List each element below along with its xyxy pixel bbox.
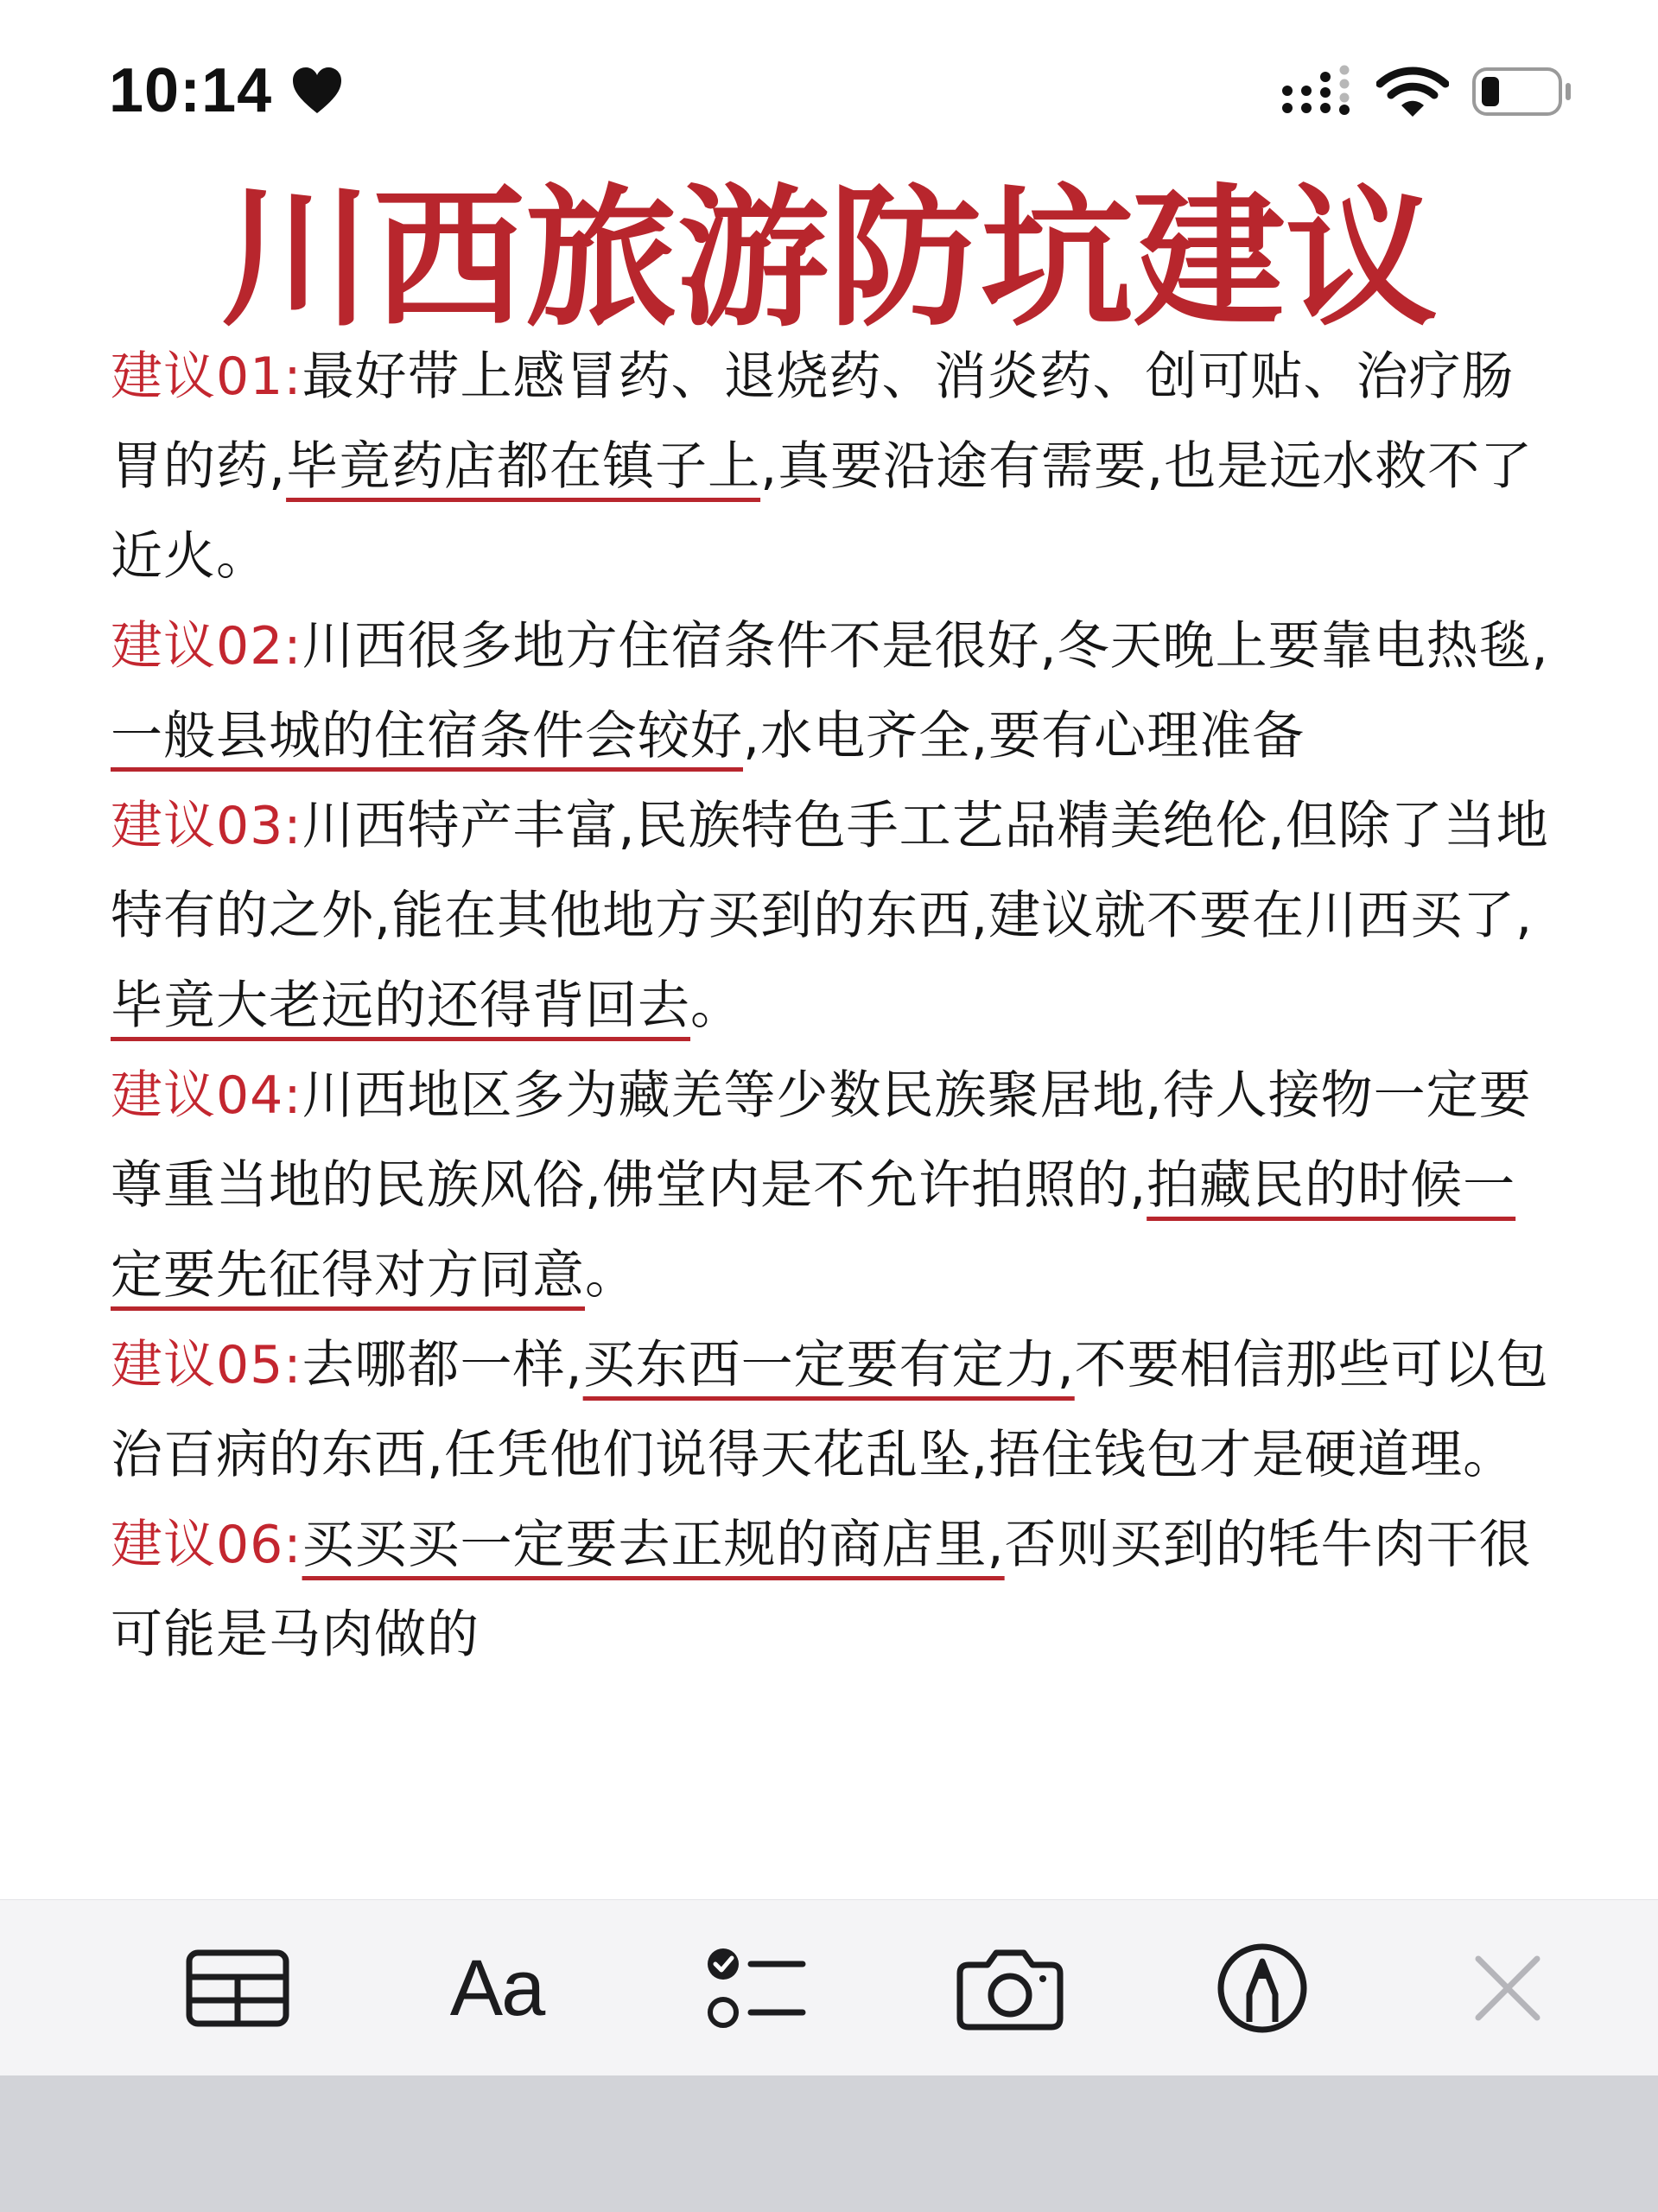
note-toolbar (0, 1899, 1658, 2076)
checklist-icon (706, 1943, 806, 2033)
body-text: ,水电齐全,要有心理准备 (743, 706, 1305, 766)
camera-button[interactable] (954, 1936, 1066, 2040)
suggestion-label: 建议01: (111, 346, 302, 407)
signal-icon (1280, 65, 1354, 118)
underlined-text: 毕竟药店都在镇子上 (286, 436, 761, 497)
underlined-text: 毕竟大老远的还得背回去 (111, 976, 690, 1036)
suggestion-paragraph[interactable] (111, 1320, 1562, 1500)
table-icon (186, 1949, 289, 2027)
body-text: 。 (690, 976, 743, 1036)
format-button[interactable] (441, 1936, 553, 2040)
suggestion-paragraph[interactable] (111, 1051, 1562, 1320)
body-text: 否则买到的牦牛肉干很可能是马肉做的 (111, 1515, 1532, 1665)
suggestion-label: 建议05: (111, 1335, 302, 1395)
underlined-text: 买买买一定要去正规的商店里, (302, 1515, 1005, 1575)
camera-icon (956, 1946, 1064, 2031)
close-icon (1471, 1952, 1544, 2024)
status-time: 10:14 (109, 56, 273, 125)
suggestion-paragraph[interactable] (111, 332, 1562, 601)
body-text: 。 (585, 1245, 638, 1306)
page-title: 川西旅游防坑建议 (220, 170, 1438, 347)
suggestion-paragraph[interactable] (111, 601, 1562, 781)
suggestion-label: 建议06: (111, 1515, 302, 1575)
body-text: 川西很多地方住宿条件不是很好,冬天晚上要靠电热毯, (302, 616, 1549, 677)
body-text: ,真要沿途有需要,也是远水救不了近火。 (111, 436, 1534, 587)
close-button[interactable] (1452, 1936, 1564, 2040)
note-body[interactable] (111, 332, 1562, 1680)
status-icons (1280, 60, 1572, 123)
body-text: 川西特产丰富,民族特色手工艺品精美绝伦,但除了当地特有的之外,能在其他地方买到的东西,建议就不要在川西买了, (111, 796, 1549, 946)
suggestion-label: 建议04: (111, 1065, 302, 1126)
underlined-text: 一般县城的住宿条件会较好 (111, 706, 743, 766)
markup-button[interactable] (1206, 1936, 1318, 2040)
battery-icon (1471, 67, 1572, 117)
heart-icon (291, 67, 343, 115)
body-text: 最好带上感冒药、退烧药、消炎药、创可贴、治疗肠胃的药, (111, 346, 1515, 497)
table-button[interactable] (181, 1936, 294, 2040)
clock-group (109, 54, 343, 128)
checklist-button[interactable] (700, 1936, 812, 2040)
body-text: 不要相信那些可以包治百病的东西,任凭他们说得天花乱坠,捂住钱包才是硬道理。 (111, 1335, 1549, 1485)
suggestion-paragraph[interactable] (111, 781, 1562, 1051)
body-text: 去哪都一样, (302, 1335, 583, 1395)
suggestion-label: 建议03: (111, 796, 302, 856)
underlined-text: 拍藏民的时候一定要先征得对方同意 (111, 1155, 1516, 1306)
suggestion-label: 建议02: (111, 616, 302, 677)
wifi-icon (1376, 65, 1449, 118)
text-format-icon: Aa (449, 1944, 544, 2032)
status-bar (0, 0, 1658, 173)
keyboard-area (0, 2075, 1658, 2212)
underlined-text: 买东西一定要有定力, (582, 1335, 1075, 1395)
body-text: 川西地区多为藏羌等少数民族聚居地,待人接物一定要尊重当地的民族风俗,佛堂内是不允许拍照的, (111, 1065, 1532, 1216)
suggestion-paragraph[interactable] (111, 1500, 1562, 1680)
markup-pen-icon (1217, 1942, 1308, 2034)
